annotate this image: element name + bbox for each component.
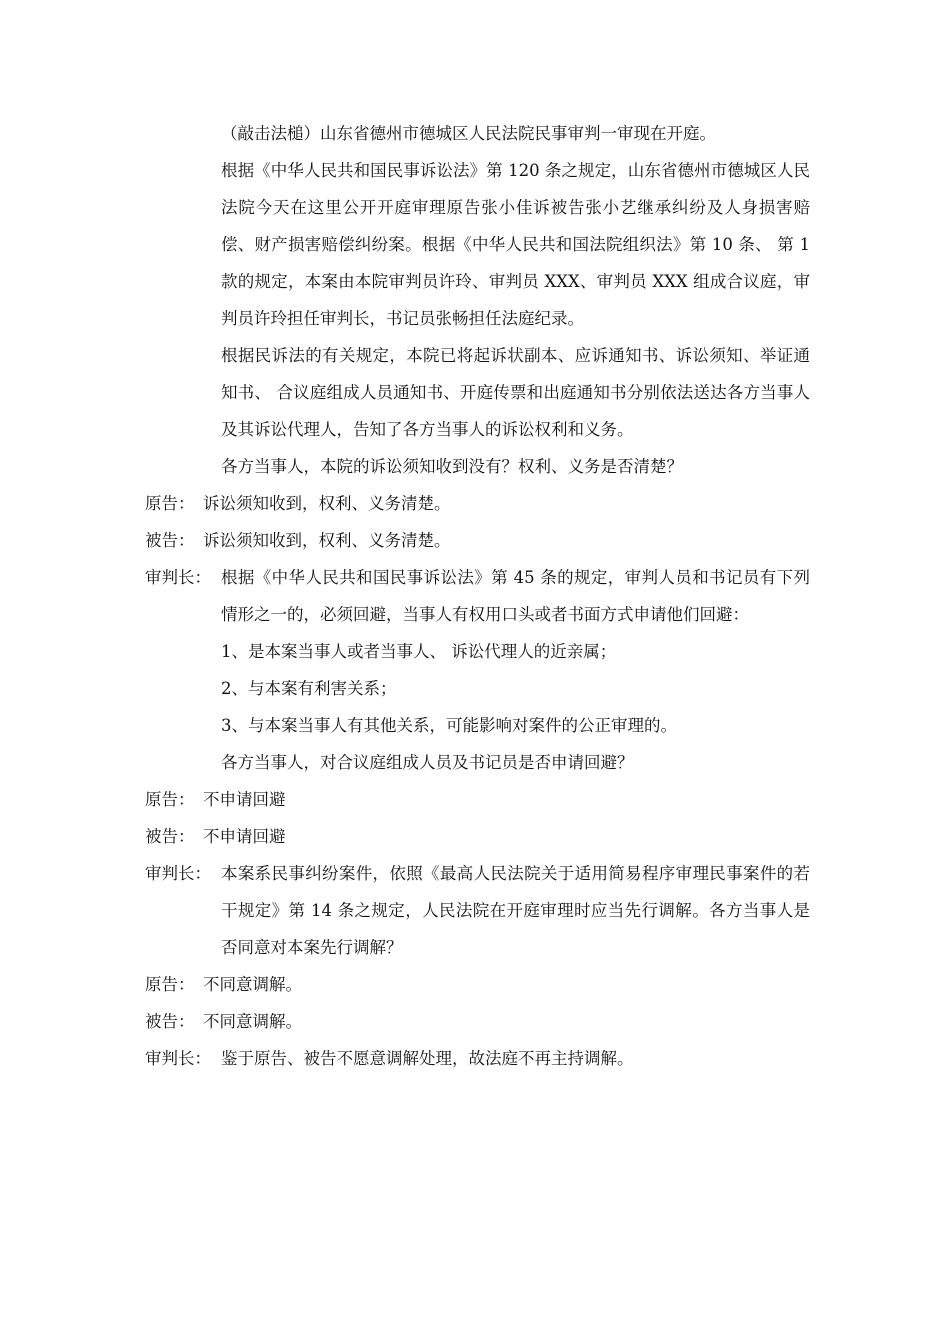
speech-plaintiff — [145, 485, 810, 522]
speech-plaintiff — [145, 966, 810, 1003]
speech-presiding-judge — [145, 1040, 810, 1077]
list-item: 3、与本案当事人有其他关系，可能影响对案件的公正审理的。 — [221, 716, 677, 735]
transcript-body — [145, 115, 810, 1077]
intro-paragraph: 各方当事人，本院的诉讼须知收到没有？权利、义务是否清楚？ — [221, 457, 683, 476]
speech-plaintiff — [145, 781, 810, 818]
speech-text: 诉讼须知收到，权利、义务清楚。 — [203, 531, 451, 550]
speech-defendant — [145, 818, 810, 855]
speech-text: 不同意调解。 — [203, 975, 302, 994]
speaker-label: 被告： — [145, 827, 195, 846]
speaker-label: 被告： — [145, 531, 195, 550]
speech-presiding-judge — [145, 559, 810, 633]
speech-presiding-judge — [145, 855, 810, 966]
question-paragraph: 各方当事人，对合议庭组成人员及书记员是否申请回避？ — [221, 753, 634, 772]
list-item: 1、是本案当事人或者当事人、 诉讼代理人的近亲属； — [221, 642, 617, 661]
speaker-label: 审判长： — [145, 568, 211, 587]
speaker-label: 审判长： — [145, 864, 211, 883]
speaker-label: 原告： — [145, 494, 195, 513]
speech-text: 不同意调解。 — [203, 1012, 302, 1031]
speaker-label: 原告： — [145, 975, 195, 994]
speech-text: 不申请回避 — [203, 790, 286, 809]
intro-paragraph: 根据《中华人民共和国民事诉讼法》第 120 条之规定，山东省德州市德城区人民法院今天在这里公开开庭审理原告张小佳诉被告张小艺继承纠纷及人身损害赔偿、财产损害赔偿纠纷案。根据《中华人民共和国法院组织法》第 10 条、 第 1 款的规定，本案由本院审判员许玲、审判员 XXX、审判员 XXX 组成合议庭，审判员许玲担任审判长，书记员张畅担任法庭纪录。 — [221, 161, 810, 328]
speaker-label: 被告： — [145, 1012, 195, 1031]
speech-text: 鉴于原告、被告不愿意调解处理，故法庭不再主持调解。 — [221, 1049, 634, 1068]
intro-paragraph: （敲击法槌）山东省德州市德城区人民法院民事审判一审现在开庭。 — [221, 124, 716, 143]
speaker-label: 原告： — [145, 790, 195, 809]
speech-text: 诉讼须知收到，权利、义务清楚。 — [203, 494, 451, 513]
speaker-label: 审判长： — [145, 1049, 211, 1068]
speech-defendant — [145, 1003, 810, 1040]
intro-paragraph: 根据民诉法的有关规定，本院已将起诉状副本、应诉通知书、诉讼须知、举证通知书、 合议庭组成人员通知书、开庭传票和出庭通知书分别依法送达各方当事人及其诉讼代理人，告知了各方当事人的诉讼权利和义务。 — [221, 346, 810, 439]
speech-text: 不申请回避 — [203, 827, 286, 846]
speech-text: 根据《中华人民共和国民事诉讼法》第 45 条的规定，审判人员和书记员有下列情形之一的，必须回避，当事人有权用口头或者书面方式申请他们回避： — [221, 568, 810, 624]
list-item: 2、与本案有利害关系； — [221, 679, 397, 698]
speech-text: 本案系民事纠纷案件，依照《最高人民法院关于适用简易程序审理民事案件的若干规定》第 14 条之规定，人民法院在开庭审理时应当先行调解。各方当事人是否同意对本案先行调解？ — [221, 864, 810, 957]
speech-defendant — [145, 522, 810, 559]
